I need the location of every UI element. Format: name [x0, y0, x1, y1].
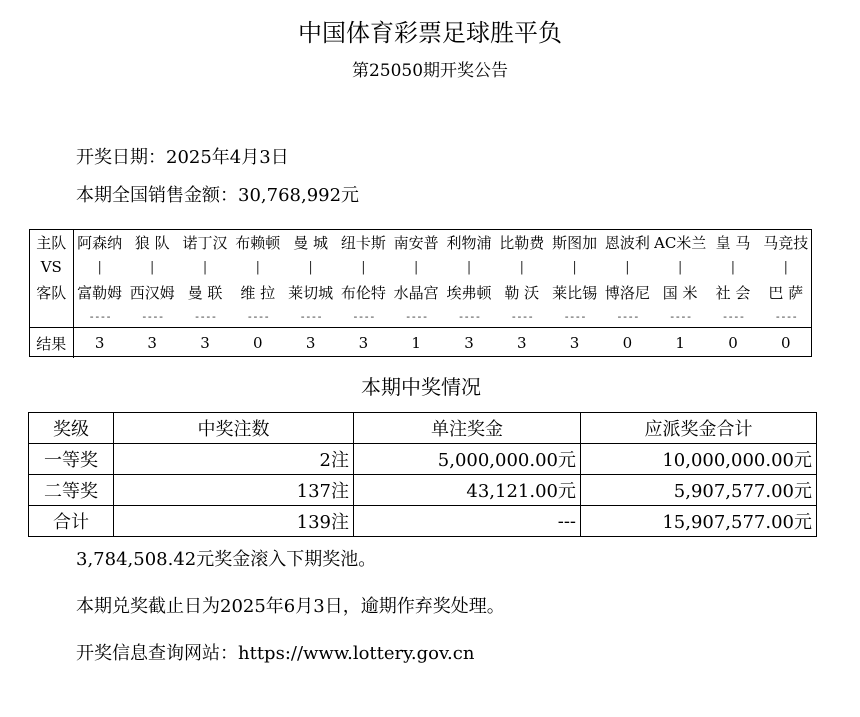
- match-home-team: 马竞技: [763, 233, 809, 252]
- match-result: 1: [654, 328, 707, 359]
- match-home-team: 斯图加: [552, 233, 598, 252]
- match-result: 3: [337, 328, 390, 359]
- col-header-level: 奖级: [29, 413, 114, 444]
- match-vs-separator: |: [148, 259, 157, 275]
- prize-level: 二等奖: [29, 475, 114, 506]
- prize-winners: 139注: [114, 506, 354, 537]
- prize-table: [28, 412, 817, 537]
- match-home-team: 诺丁汉: [182, 233, 228, 252]
- col-header-winners: 中奖注数: [114, 413, 354, 444]
- page-title: 中国体育彩票足球胜平负: [298, 19, 562, 47]
- match-vs-separator: |: [465, 259, 473, 275]
- prize-winners: 137注: [114, 475, 354, 506]
- match-away-team: 勒 沃: [504, 283, 540, 302]
- col-header-total-prize: 应派奖金合计: [581, 413, 817, 444]
- col-header-unit-prize: 单注奖金: [354, 413, 581, 444]
- match-vs-separator: |: [359, 259, 368, 275]
- match-home-team: 恩波利: [604, 233, 650, 252]
- match-dash: ----: [721, 309, 745, 323]
- vs-row: [30, 255, 812, 279]
- match-away-team: 富勒姆: [77, 283, 123, 302]
- website-note: 开奖信息查询网站：https://www.lottery.gov.cn: [76, 643, 475, 664]
- match-dash: ----: [668, 309, 692, 323]
- prize-heading: 本期中奖情况: [361, 375, 481, 399]
- match-dash: ----: [774, 309, 797, 323]
- match-dash: ----: [404, 309, 428, 323]
- prize-unit: 43,121.00元: [354, 475, 581, 506]
- match-away-team: 莱比锡: [552, 283, 598, 302]
- match-dash: ----: [299, 309, 322, 323]
- match-result: 3: [284, 328, 337, 359]
- match-result: 1: [390, 328, 443, 359]
- prize-unit: ---: [354, 506, 581, 537]
- match-dash: ----: [457, 309, 481, 323]
- match-dash: ----: [88, 309, 111, 323]
- match-result: 0: [231, 328, 284, 359]
- prize-total: 15,907,577.00元: [581, 506, 817, 537]
- home-team-row: [30, 229, 812, 255]
- prize-total: 5,907,577.00元: [581, 475, 817, 506]
- match-away-team: 社 会: [715, 283, 751, 302]
- result-row: [30, 328, 812, 359]
- match-away-team: 博洛尼: [604, 283, 650, 302]
- match-vs-separator: |: [729, 259, 737, 275]
- result-row-label: 结果: [30, 328, 73, 359]
- match-home-team: 利物浦: [446, 233, 492, 252]
- deadline-note: 本期兑奖截止日为2025年6月3日，逾期作弃奖处理。: [76, 596, 505, 617]
- prize-winners: 2注: [114, 444, 354, 475]
- match-table: [30, 229, 812, 358]
- match-dash: ----: [193, 309, 217, 323]
- match-vs-separator: |: [306, 259, 315, 275]
- match-vs-separator: |: [623, 259, 632, 275]
- dash-row: [30, 305, 812, 328]
- match-home-team: 纽卡斯: [340, 233, 386, 252]
- issue-subtitle: 第25050期开奖公告: [351, 61, 509, 81]
- match-result: 0: [601, 328, 654, 359]
- match-home-team: 南安普: [393, 233, 439, 252]
- match-away-team: 水晶宫: [393, 283, 439, 302]
- draw-date: 开奖日期：2025年4月3日: [76, 147, 289, 168]
- match-result: 3: [126, 328, 179, 359]
- prize-level: 一等奖: [29, 444, 114, 475]
- match-result: 0: [707, 328, 760, 359]
- match-away-team: 国 米: [662, 283, 698, 302]
- sales-amount: 本期全国销售金额：30,768,992元: [76, 185, 360, 206]
- prize-total: 10,000,000.00元: [581, 444, 817, 475]
- match-result: 3: [443, 328, 496, 359]
- match-result: 3: [73, 328, 126, 359]
- match-vs-separator: |: [95, 259, 104, 275]
- match-home-team: 曼 城: [293, 233, 328, 252]
- match-home-team: 皇 马: [715, 233, 751, 252]
- match-away-team: 布伦特: [340, 283, 386, 302]
- match-result: 3: [495, 328, 548, 359]
- match-vs-separator: |: [253, 259, 262, 275]
- prize-level: 合计: [29, 506, 114, 537]
- match-away-team: 巴 萨: [768, 283, 804, 302]
- rollover-note: 3,784,508.42元奖金滚入下期奖池。: [76, 549, 377, 570]
- match-result: 0: [759, 328, 812, 359]
- match-vs-separator: |: [412, 259, 421, 275]
- match-dash: ----: [510, 309, 534, 323]
- match-dash: ----: [140, 309, 164, 323]
- match-away-team: 埃弗顿: [446, 283, 492, 302]
- match-dash: ----: [563, 309, 586, 323]
- match-result: 3: [179, 328, 232, 359]
- match-vs-separator: |: [781, 259, 790, 275]
- match-away-team: 曼 联: [187, 283, 223, 302]
- match-dash: ----: [246, 309, 270, 323]
- match-home-team: 狼 队: [134, 233, 170, 252]
- prize-row-sum: [29, 506, 817, 537]
- match-away-team: 莱切城: [288, 283, 334, 302]
- match-dash: ----: [352, 309, 375, 323]
- match-dash: ----: [616, 309, 639, 323]
- match-home-team: AC米兰: [654, 233, 707, 252]
- match-vs-separator: |: [517, 259, 526, 275]
- match-home-team: 比勒费: [499, 233, 545, 252]
- match-home-team: 阿森纳: [77, 233, 123, 252]
- match-vs-separator: |: [570, 259, 579, 275]
- prize-row-second: [29, 475, 817, 506]
- match-vs-separator: |: [676, 259, 685, 275]
- prize-row-first: [29, 444, 817, 475]
- match-vs-separator: |: [201, 259, 209, 275]
- home-row-label: 主队: [30, 229, 73, 255]
- away-row-label: 客队: [30, 279, 73, 305]
- match-away-team: 维 拉: [240, 283, 276, 302]
- prize-header-row: [29, 413, 817, 444]
- match-home-team: 布赖顿: [235, 233, 281, 252]
- dash-row-label: [30, 305, 73, 328]
- vs-row-label: VS: [30, 255, 73, 279]
- match-result: 3: [548, 328, 601, 359]
- match-away-team: 西汉姆: [129, 283, 175, 302]
- away-team-row: [30, 279, 812, 305]
- prize-unit: 5,000,000.00元: [354, 444, 581, 475]
